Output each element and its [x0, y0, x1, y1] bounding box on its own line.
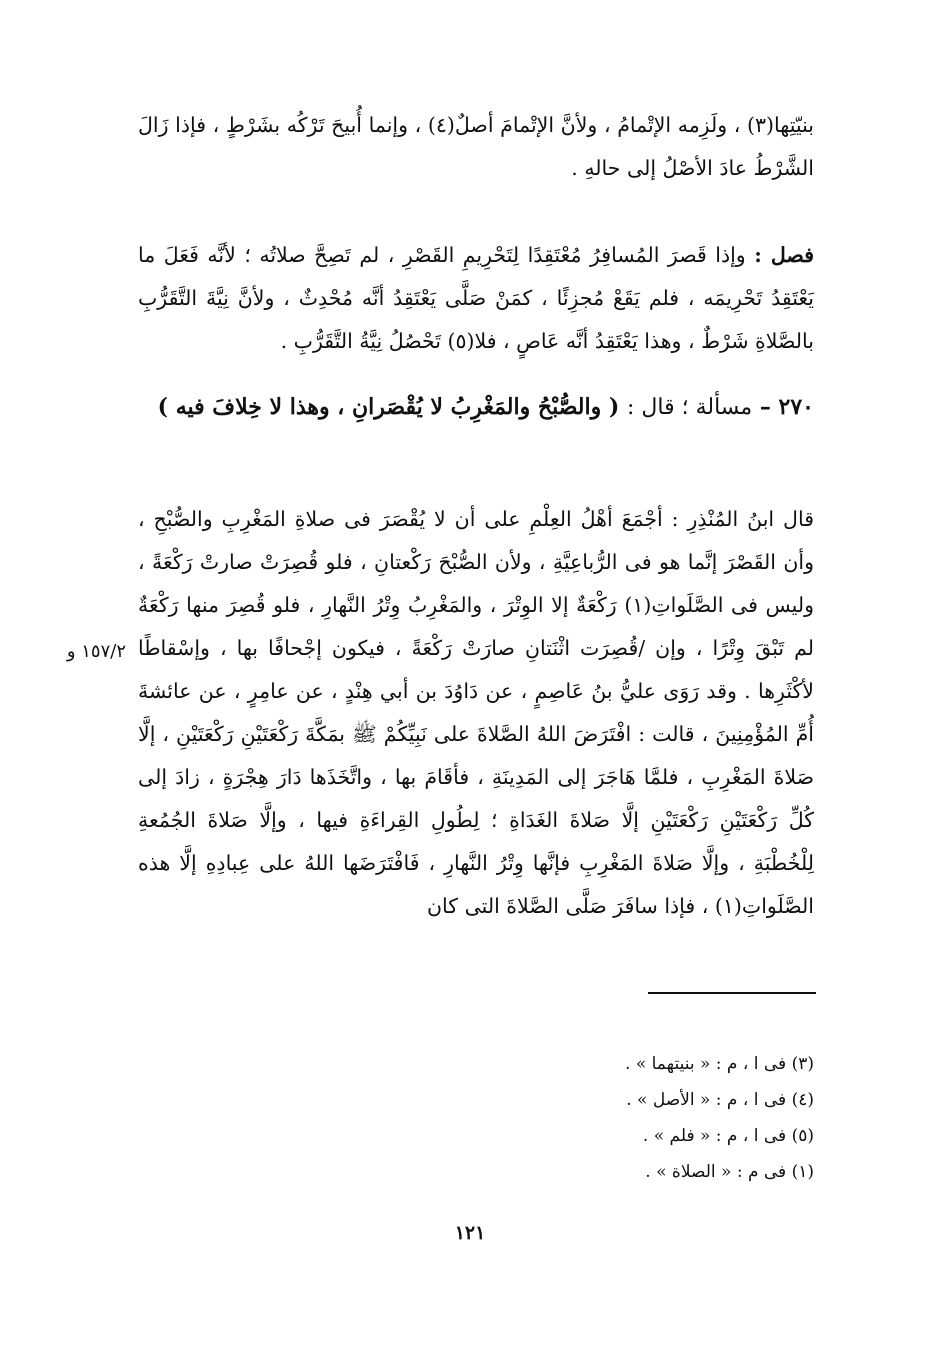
footnote-separator	[648, 992, 816, 994]
fasl-text: وإذا قَصرَ المُسافِرُ مُعْتَقِدًا لِتَحْرِيمِ القَصْرِ ، لم تَصِحَّ صلاتُه ؛ لأنَّه فَعَلَ ما يَعْتَقِدُ تَحْرِيمَه ، فلم يَقَعْ مُجزِئًا ، كمَنْ صَلَّى يَعْتَقِدُ أنَّه مُحْدِثٌ ، ولأنَّ نِيَّةَ التَّقَرُّبِ بالصَّلاةِ شَرْطٌ ، وهذا يَعْتَقِدُ أنَّه عَاصٍ ، فلا(٥) تَحْصُلُ نِيَّةُ التَّقَرُّبِ .	[138, 243, 814, 353]
paragraph-continuation: بنيّتِها(٣) ، ولَزِمه الإتْمامُ ، ولأنَّ الإتْمامَ أصلٌ(٤) ، وإنما أُبيحَ تَرْكُه بشَرْطٍ ، فإذا زَالَ الشَّرْطُ عادَ الأصْلُ إلى حالهِ .	[138, 113, 814, 180]
page-number: ١٢١	[454, 1222, 486, 1244]
paragraph-ibn-mundhir: قال ابنُ المُنْذِرِ : أجْمَعَ أهْلُ العِلْمِ على أن لا يُقْصَرَ فى صلاةِ المَغْرِبِ والصُّبْحِ ، وأن القَصْرَ إنَّما هو فى الرُّباعِيَّةِ ، ولأن الصُّبْحَ رَكْعتانِ ، فلو قُصِرَتْ صارتْ رَكْعَةً ، وليس فى الصَّلَواتِ(١) رَكْعَةٌ إلا الوِتْرَ ، والمَغْرِبُ وِتْرُ النَّهارِ ، فلو قُصِرَ منها رَكْعَةٌ لم تَبْقَ وِتْرًا ، وإن /قُصِرَت اثْنَتانِ صارَتْ رَكْعَةً ، فيكون إجْحافًا بها ، وإسْقاطًا لأكْثَرِها . وقد رَوَى عليُّ بنُ عَاصِمٍ ، عن دَاوُدَ بن أبي هِنْدٍ ، عن عامِرٍ ، عن عائشةَ أُمِّ المُؤْمِنِينَ ، قالت : افْتَرَضَ اللهُ الصَّلاةَ على نَبِيِّكُمْ ﷺ بمَكَّةَ رَكْعَتَيْنِ رَكْعَتَيْنِ ، إلَّا صَلاةَ المَغْرِبِ ، فلمَّا هَاجَرَ إلى المَدِينَةِ ، فأقَامَ بها ، واتَّخَذَها دَارَ هِجْرَةٍ ، زادَ إلى كُلِّ رَكْعَتَيْنِ رَكْعَتَيْنِ إلَّا صَلاةَ الغَدَاةِ ؛ لِطُولِ القِراءَةِ فيها ، وإلَّا صَلاةَ الجُمُعةِ لِلْخُطْبَةِ ، وإلَّا صَلاةَ المَغْرِبِ فإنَّها وِتْرُ النَّهارِ ، فَافْتَرَضَها اللهُ على عِبادِهِ إلَّا هذه الصَّلَواتِ(١) ، فإذا سافَرَ صَلَّى الصَّلاةَ التى كان	[138, 507, 814, 918]
footnote-item: (١) فى م : « الصلاة » .	[645, 1162, 814, 1182]
masala-intro: مسألة ؛ قال :	[627, 395, 753, 420]
fasl-label: فصل :	[754, 243, 814, 267]
masala-quote: ( والصُّبْحُ والمَغْرِبُ لا يُقْصَرانِ ، وهذا لا خِلافَ فيه )	[157, 394, 620, 420]
footnotes	[420, 1046, 814, 1190]
footnote-item: (٣) فى ا ، م : « بنيتهما » .	[625, 1054, 814, 1074]
masala-number: ٢٧٠ –	[759, 394, 814, 420]
footnote-item: (٥) فى ا ، م : « فلم » .	[642, 1126, 814, 1146]
margin-manuscript-reference: ١٥٧/٢ و	[66, 641, 126, 662]
paragraph-fasl	[138, 234, 814, 363]
masala-heading	[138, 384, 814, 431]
footnote-item: (٤) فى ا ، م : « الأصل » .	[626, 1090, 814, 1110]
